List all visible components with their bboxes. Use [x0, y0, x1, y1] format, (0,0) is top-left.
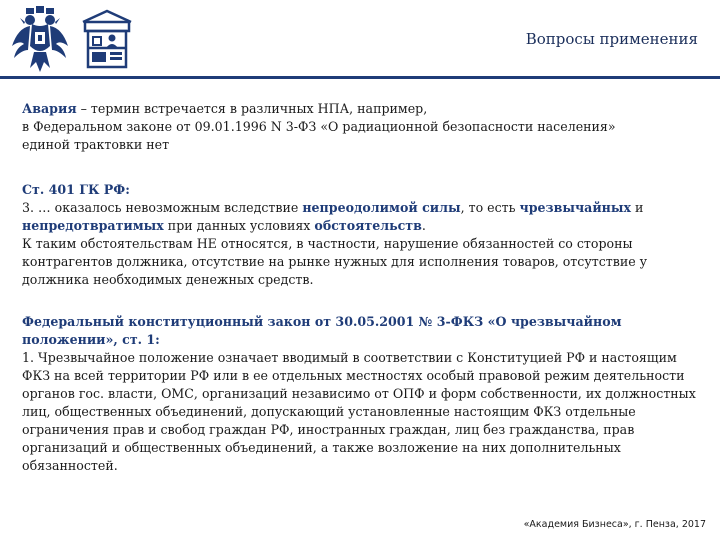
fkz-heading: Федеральный конституционный закон от 30.05.2001 № 3-ФКЗ «О чрезвычайном положении», ст. 1:	[22, 314, 622, 347]
fkz-text: 1. Чрезвычайное положение означает вводимый в соответствии с Конституцией РФ и настоящим ФКЗ на всей территории РФ или в ее отдельных местностях особый правовой режим деятельности органов гос. власти, ОМС, организаций независимо от ОПФ и форм собственности, их должностных лиц, общественных объединений, допускающий установленные настоящим ФКЗ отдельные ограничения прав и свобод граждан РФ, иностранных граждан, лиц без гражданства, прав организаций и общественных объединений, а также возложение на них дополнительных обязанностей.	[22, 350, 696, 473]
highlight-extraordinary: чрезвычайных	[519, 200, 632, 215]
header-divider	[0, 76, 720, 79]
section-gk-401	[22, 181, 700, 289]
gk-p3-mid2: и	[631, 200, 644, 215]
accident-line1: – термин встречается в различных НПА, например,	[76, 101, 428, 116]
gk-p3-end: .	[421, 218, 426, 233]
accident-line3: единой трактовки нет	[22, 137, 170, 152]
highlight-unavoidable: непредотвратимых	[22, 218, 164, 233]
section-accident	[22, 100, 700, 154]
section-fkz	[22, 313, 700, 475]
gk-exclusions-text: К таким обстоятельствам НЕ относятся, в частности, нарушение обязанностей со стороны контрагентов должника, отсутствие на рынке нужных для исполнения товаров, отсутствие у должника необходимых денежных средств.	[22, 236, 648, 287]
kiosk-icon	[80, 8, 134, 70]
gk-p3-prefix: 3. … оказалось невозможным вследствие	[22, 200, 303, 215]
coat-of-arms-icon	[10, 6, 70, 74]
slide-content	[22, 100, 700, 475]
gk-p3-mid1: , то есть	[460, 200, 520, 215]
gk-heading: Ст. 401 ГК РФ:	[22, 182, 130, 197]
slide-title: Вопросы применения	[525, 30, 698, 48]
accident-line2: в Федеральном законе от 09.01.1996 N 3-ФЗ «О радиационной безопасности населения»	[22, 119, 616, 134]
gk-p3-mid3: при данных условиях	[163, 218, 315, 233]
term-accident: Авария	[22, 101, 77, 116]
highlight-force-majeure: непреодолимой силы	[302, 200, 461, 215]
highlight-circumstances: обстоятельств	[314, 218, 422, 233]
footer-caption: «Академия Бизнеса», г. Пенза, 2017	[523, 519, 706, 530]
